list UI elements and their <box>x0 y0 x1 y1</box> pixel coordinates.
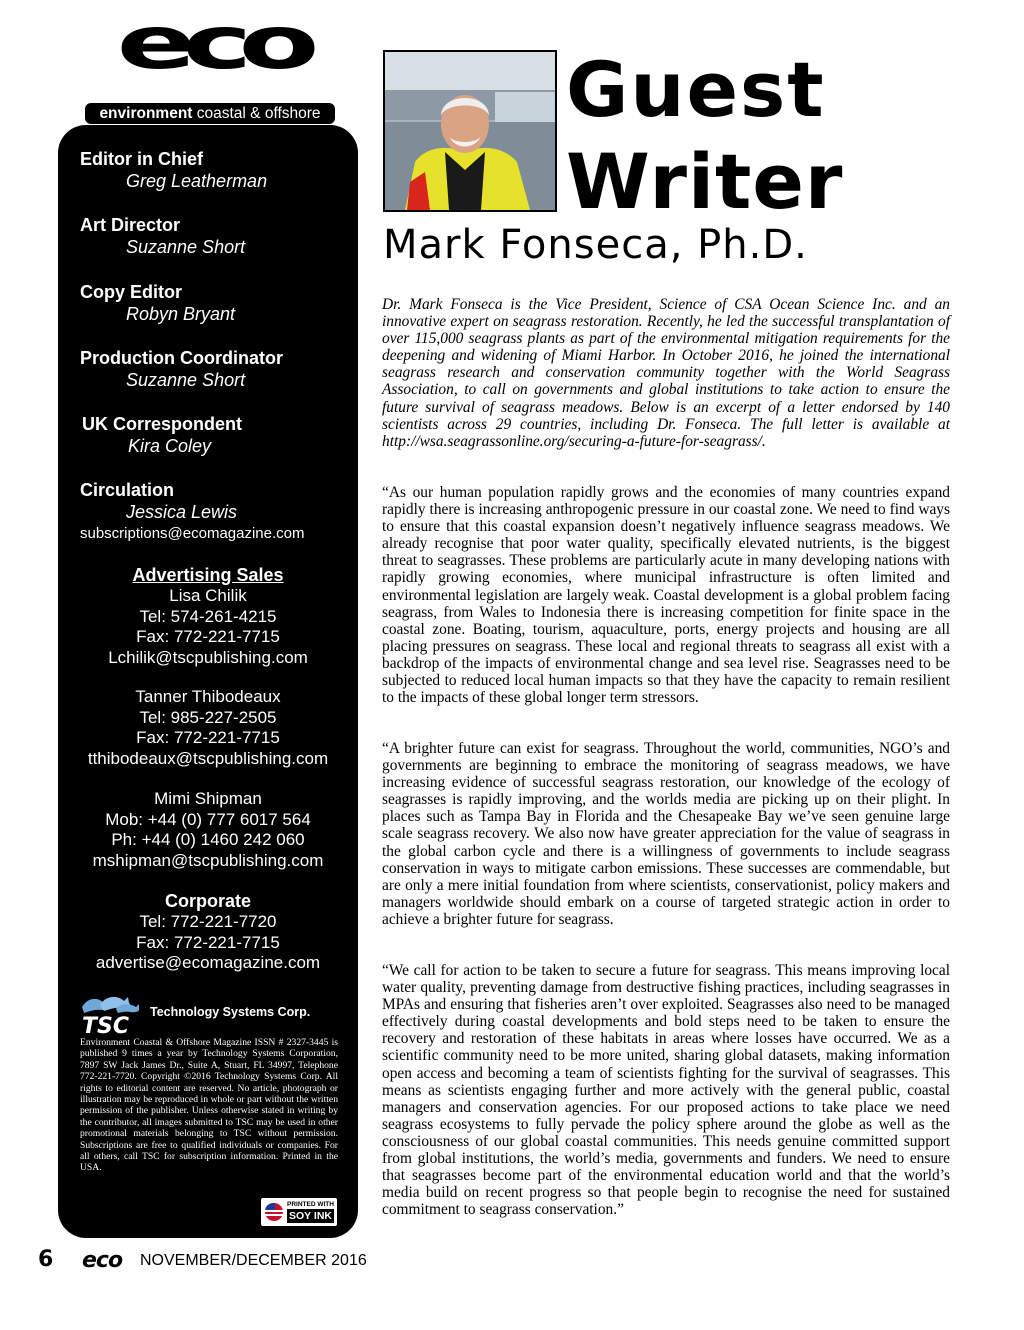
advertising-sales <box>58 564 358 668</box>
staff-entry <box>80 479 350 545</box>
contact-name: Mimi Shipman <box>154 789 262 808</box>
staff-name: Kira Coley <box>128 436 212 456</box>
contact-name: Lisa Chilik <box>169 586 247 605</box>
staff-title: Production Coordinator <box>80 348 283 368</box>
tagline-bold: environment <box>99 105 193 122</box>
contact-fax: Fax: 772-221-7715 <box>136 627 280 646</box>
staff-title: UK Correspondent <box>82 414 243 434</box>
contact-name: Tanner Thibodeaux <box>135 687 281 706</box>
page-number: 6 <box>38 1247 54 1272</box>
advertising-heading: Advertising Sales <box>132 565 284 585</box>
staff-name: Jessica Lewis <box>126 502 238 522</box>
masthead-tagline <box>85 103 335 124</box>
staff-title: Art Director <box>80 215 181 235</box>
staff-entry <box>80 347 350 391</box>
advertising-contact <box>58 687 358 769</box>
staff-entry <box>82 413 352 457</box>
headline-guest: Guest <box>566 45 826 134</box>
corporate-email[interactable]: advertise@ecomagazine.com <box>95 953 321 972</box>
staff-entry <box>80 281 350 325</box>
staff-title: Editor in Chief <box>80 149 203 169</box>
corporate-heading: Corporate <box>164 891 251 911</box>
staff-sidebar <box>58 125 358 1238</box>
staff-name: Robyn Bryant <box>126 304 236 324</box>
article-intro: Dr. Mark Fonseca is the Vice President, Science of CSA Ocean Science Inc. and an innovative expert on seagrass restoration. Recently, he led the successful transplantation of over 115,000 seagrass plants as part of the environmental mitigation requirements for the deepening and widening of Miami Harbor. In October 2016, he joined the international seagrass research and conservation community together with the World Seagrass Association, to call on governments and global institutions to take action to ensure the future survival of seagrass meadows. Below is an excerpt of a letter endorsed by 140 scientists across 29 countries, including Dr. Fonseca. The full letter is available at http://wsa.seagrassonline.org/securing-a-future-for-seagrass/. <box>382 296 950 450</box>
legal-notice: Environment Coastal & Offshore Magazine ISSN # 2327-3445 is published 9 times a year by Technology Systems Corporation, 7897 SW Jack James Dr., Suite A, Stuart, FL 34997, Telephone 772-221-7720. Copyright ©2016 Technology Systems Corp. All rights to editorial content are reserved. No article, photograph or illustration may be reproduced in whole or part without the written permission of the publisher. Unless otherwise stated in writing by the contributor, all images submitted to TSC may be used in other promotional materials belonging to TSC without permission. Subscriptions are free to qualified individuals or companies. For all others, call TSC for subscription information. Printed in the USA. <box>80 1037 338 1174</box>
staff-name: Suzanne Short <box>126 237 246 257</box>
staff-entry <box>80 148 350 192</box>
author-photo <box>383 50 557 212</box>
contact-email[interactable]: Lchilik@tscpublishing.com <box>108 647 308 667</box>
publisher-name: Technology Systems Corp. <box>150 1005 311 1019</box>
corporate-contact <box>58 890 358 974</box>
tagline-rest: coastal & offshore <box>192 105 321 122</box>
author-byline: Mark Fonseca, Ph.D. <box>383 222 808 268</box>
soy-small-text: PRINTED WITH <box>287 1201 334 1208</box>
tsc-logo <box>78 993 142 1035</box>
article-paragraph: “A brighter future can exist for seagrass. Throughout the world, communities, NGO’s and governments are beginning to embrace the monitoring of seagrass meadows, we have increasing evidence of successful seagrass restoration, our knowledge of the ecology of seagrasses is rapidly improving, and the worlds media are picking up on their plight. In places such as Tampa Bay in Florida and the Chesapeake Bay we’ve seen genuine large scale seagrass recovery. We also now have greater appreciation for the value of seagrass in the global carbon cycle and there is a willingness of governments to include seagrass conservation in ways to mitigate carbon emissions. These successes are commendable, but are only a mere initial foundation from where scientists, conservationist, policy makers and managers worldwide should embark on a course of targeted strategic action in order to achieve a brighter future for seagrass. <box>382 740 950 928</box>
contact-fax: Fax: 772-221-7715 <box>136 728 280 747</box>
contact-phone: Mob: +44 (0) 777 6017 564 <box>105 809 311 829</box>
soy-ink-badge <box>261 1198 337 1226</box>
contact-phone: Tel: 985-227-2505 <box>139 707 277 727</box>
article-paragraph: “We call for action to be taken to secure a future for seagrass. This means improving local water quality, preventing damage from destructive fishing practices, including seagrasses in MPAs and ensuring that fisheries aren’t over exploited. Seagrasses also need to be managed effectively during coastal developments and bold steps need to be taken to ensure the recovery and restoration of these habitats in areas where losses have occurred. We as a scientific community need to be more united, sharing global datasets, making information open access and becoming a team of scientists fighting for the survival of seagrasses. This means as scientists engaging further and more actively with the general public, coastal managers and conservation agencies. For our proposed actions to take place we need seagrass ecosystems to fully pervade the policy sphere around the globe as well as the consciousness of our global coastal communities. This needs genuine committed support from global institutions, the world’s media, governments and funders. We need to ensure that seagrasses become part of the environmental education world and that the world’s media build on recent progress so that people begin to recognise the need for sustained commitment to seagrass conservation.” <box>382 962 950 1219</box>
advertising-contact <box>58 789 358 871</box>
eco-logo: eco <box>116 0 306 86</box>
contact-email[interactable]: tthibodeaux@tscpublishing.com <box>87 748 329 768</box>
headline-writer: Writer <box>566 137 844 226</box>
staff-name: Suzanne Short <box>126 370 246 390</box>
staff-title: Circulation <box>80 480 175 500</box>
footer-logo: eco <box>82 1248 123 1273</box>
corporate-tel: Tel: 772-221-7720 <box>139 912 277 931</box>
circulation-email[interactable]: subscriptions@ecomagazine.com <box>80 525 305 542</box>
flag-icon <box>264 1201 284 1223</box>
soy-big-text: SOY INK <box>287 1209 334 1223</box>
contact-email[interactable]: mshipman@tscpublishing.com <box>92 850 324 870</box>
contact-phone: Tel: 574-261-4215 <box>139 606 277 626</box>
staff-entry <box>80 214 350 258</box>
contact-phone: Ph: +44 (0) 1460 242 060 <box>111 830 305 849</box>
article-paragraph: “As our human population rapidly grows and the economies of many countries expand rapidly there is increasing anthropogenic pressure in our coastal zone. We need to find ways to ensure that this coastal expansion doesn’t negatively influence seagrass meadows. We already recognise that poor water quality, specifically elevated nutrients, is the biggest threat to seagrasses. These problems are particularly acute in many developing nations with rapidly growing economies, where municipal infrastructure is often limited and environmental legislation are largely weak. Coastal development is a global problem facing seagrass, from Wales to Indonesia there is increasing competition for finite space in the coastal zone. Boating, tourism, aquaculture, ports, energy projects and housing are all placing pressures on seagrass. These local and regional threats to seagrass all exist with a backdrop of the impacts of environmental change and sea level rise. Seagrasses need to be subjected to reduced local human impacts so that they have the capacity to remain resilient to the impacts of these global longer term stressors. <box>382 484 950 707</box>
staff-title: Copy Editor <box>80 282 182 302</box>
staff-name: Greg Leatherman <box>126 171 268 191</box>
corporate-fax: Fax: 772-221-7715 <box>136 932 280 952</box>
tsc-logo-text: TSC <box>82 1014 129 1035</box>
issue-date: NOVEMBER/DECEMBER 2016 <box>140 1252 367 1269</box>
